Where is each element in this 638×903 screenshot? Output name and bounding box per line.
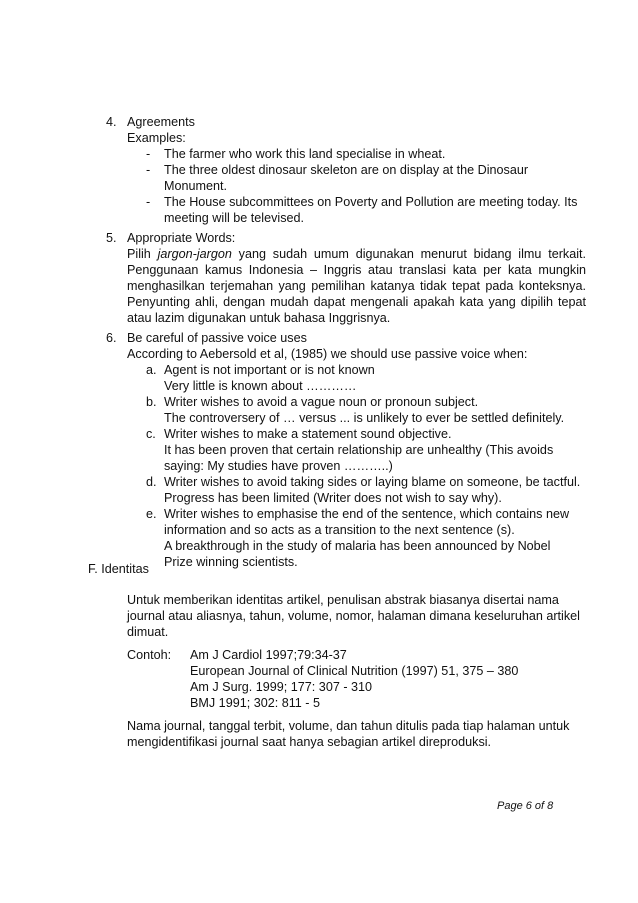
citation: European Journal of Clinical Nutrition (1997) 51, 375 – 380 [190, 664, 519, 678]
section-5-line: Penggunaan kamus Indonesia – Inggris atau translasi kata per kata mungkin [127, 263, 586, 277]
bullet-line: The farmer who work this land specialise in wheat. [164, 147, 446, 161]
item-line: Writer wishes to avoid taking sides or laying blame on someone, be tactful. [164, 475, 581, 489]
section-f-heading: F. Identitas [88, 562, 149, 576]
item-letter: b. [146, 395, 157, 409]
citation: Am J Cardiol 1997;79:34-37 [190, 648, 347, 662]
item-letter: e. [146, 507, 157, 521]
passive-item [146, 394, 586, 426]
section-6-intro: According to Aebersold et al, (1985) we should use passive voice when: [127, 347, 528, 361]
item-line: Agent is not important or is not known [164, 363, 375, 377]
bullet-line: The House subcommittees on Poverty and Pollution are meeting today. Its [164, 195, 578, 209]
item-letter: d. [146, 475, 157, 489]
item-line: Writer wishes to emphasise the end of the sentence, which contains new [164, 507, 570, 521]
section-5-line: atau lazim digunakan untuk bahasa Inggrisnya. [127, 311, 391, 325]
item-line: The controversery of … versus ... is unlikely to ever be settled definitely. [164, 411, 565, 425]
passive-item [146, 474, 586, 506]
page-number: Page 6 of 8 [497, 800, 554, 812]
bullet-line: meeting will be televised. [164, 211, 305, 225]
passive-item [146, 506, 586, 570]
bullet-dash: - [146, 163, 151, 177]
section-6-number: 6. [106, 331, 117, 345]
item-line: It has been proven that certain relationship are unhealthy (This avoids [164, 443, 554, 457]
para-line: Nama journal, tanggal terbit, volume, dan tahun ditulis pada tiap halaman untuk [127, 719, 570, 733]
para-line: journal atau aliasnya, tahun, volume, nomor, halaman dimana keseluruhan artikel [127, 609, 580, 623]
citation: Am J Surg. 1999; 177: 307 - 310 [190, 680, 373, 694]
section-f-para1 [127, 592, 597, 640]
citation: BMJ 1991; 302: 811 - 5 [190, 696, 320, 710]
item-line: Writer wishes to make a statement sound objective. [164, 427, 452, 441]
section-4-heading: Agreements [127, 115, 195, 129]
bullet-line: The three oldest dinosaur skeleton are on display at the Dinosaur [164, 163, 529, 177]
section-5 [106, 230, 586, 326]
section-5-line: menghasilkan terjemahan yang pemilihan katanya tidak tepat pada konteksnya. [127, 279, 586, 293]
para-line: dimuat. [127, 625, 169, 639]
examples-label: Examples: [127, 131, 186, 145]
section-5-line: Pilih jargon-jargon yang sudah umum digunakan menurut bidang ilmu terkait. [127, 247, 586, 261]
bullet-dash: - [146, 195, 151, 209]
bullet-dash: - [146, 147, 151, 161]
item-line: saying: My studies have proven ………..) [164, 459, 393, 473]
section-5-line: Penyunting ahli, dengan mudah dapat mengenali apakah kata yang dipilih tepat [127, 295, 586, 309]
para-line: mengidentifikasi journal saat hanya sebagian artikel direproduksi. [127, 735, 492, 749]
item-line: information and so acts as a transition to the next sentence (s). [164, 523, 515, 537]
contoh-block [127, 647, 597, 711]
passive-item [146, 426, 586, 474]
item-line: A breakthrough in the study of malaria has been announced by Nobel [164, 539, 551, 553]
passive-item [146, 362, 586, 394]
section-f-para2 [127, 718, 597, 750]
item-line: Writer wishes to avoid a vague noun or pronoun subject. [164, 395, 479, 409]
section-5-heading: Appropriate Words: [127, 231, 236, 245]
item-line: Prize winning scientists. [164, 555, 298, 569]
item-letter: a. [146, 363, 157, 377]
item-line: Very little is known about ………… [164, 379, 357, 393]
item-letter: c. [146, 427, 156, 441]
jargon-term: jargon-jargon [157, 247, 232, 261]
section-6 [106, 330, 586, 570]
para-line: Untuk memberikan identitas artikel, penulisan abstrak biasanya disertai nama [127, 593, 559, 607]
section-4-number: 4. [106, 115, 117, 129]
contoh-label: Contoh: [127, 648, 172, 662]
section-6-heading: Be careful of passive voice uses [127, 331, 307, 345]
section-4 [106, 114, 586, 226]
item-line: Progress has been limited (Writer does not wish to say why). [164, 491, 502, 505]
section-5-number: 5. [106, 231, 117, 245]
bullet-line: Monument. [164, 179, 227, 193]
